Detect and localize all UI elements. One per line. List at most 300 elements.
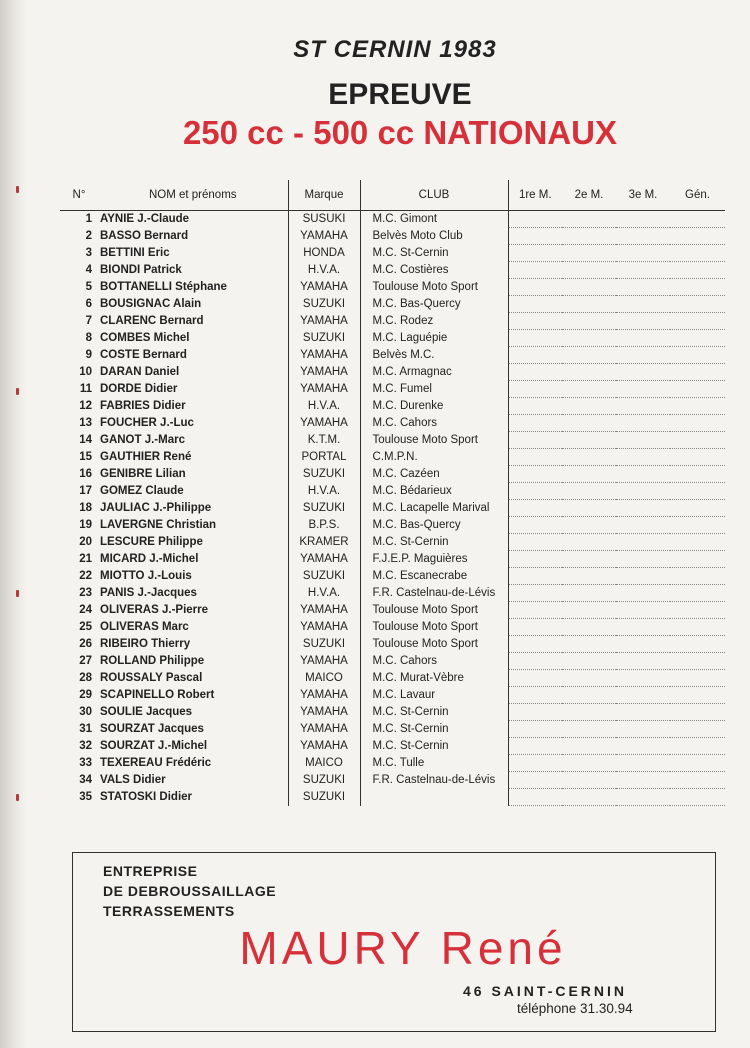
binding-stitch [16,590,19,597]
rider-brand: YAMAHA [288,364,360,381]
rider-brand: H.V.A. [288,262,360,279]
rider-number: 5 [85,281,92,293]
rider-number: 25 [79,621,92,633]
heat-1-score [508,347,562,364]
heat-2-score [562,517,616,534]
heat-2-score [562,789,616,806]
header-heat-2: 2e M. [562,180,616,211]
general-score [670,279,725,296]
rider-brand: SUZUKI [288,466,360,483]
rider-name: SOURZAT Jacques [100,723,204,735]
general-score [670,415,725,432]
rider-name: OLIVERAS J.-Pierre [100,604,209,616]
table-row [60,670,725,687]
heat-1-score [508,619,562,636]
rider-club: M.C. Tulle [360,755,508,772]
heat-2-score [562,262,616,279]
general-score [670,789,725,806]
heat-3-score [616,772,670,789]
heat-2-score [562,228,616,245]
rider-club: F.J.E.P. Maguières [360,551,508,568]
rider-brand: H.V.A. [288,483,360,500]
table-row [60,279,725,296]
table-row [60,347,725,364]
header-heat-3: 3e M. [616,180,670,211]
heat-2-score [562,551,616,568]
table-row [60,381,725,398]
general-score [670,670,725,687]
rider-name: BIONDI Patrick [100,264,182,276]
general-score [670,483,725,500]
rider-name: PANIS J.-Jacques [100,587,197,599]
heat-1-score [508,755,562,772]
rider-name: FOUCHER J.-Luc [100,417,194,429]
general-score [670,585,725,602]
rider-brand: SUZUKI [288,568,360,585]
heat-1-score [508,296,562,313]
table-row [60,772,725,789]
rider-name: SOURZAT J.-Michel [100,740,208,752]
rider-number: 21 [79,553,92,565]
general-score [670,466,725,483]
rider-name: TEXEREAU Frédéric [100,757,212,769]
heat-3-score [616,245,670,262]
header-brand: Marque [288,180,360,211]
general-score [670,704,725,721]
rider-name: AYNIE J.-Claude [100,213,190,226]
general-score [670,330,725,347]
table-row [60,755,725,772]
category-heading: 250 cc - 500 cc NATIONAUX [182,114,618,151]
rider-brand: SUZUKI [288,772,360,789]
rider-number: 35 [79,791,92,803]
table-row [60,534,725,551]
rider-name: LAVERGNE Christian [100,519,217,531]
rider-name: ROUSSALY Pascal [100,672,203,684]
rider-club: M.C. Fumel [360,381,508,398]
rider-number: 27 [79,655,92,667]
header-num: N° [60,180,98,211]
heat-1-score [508,738,562,755]
heat-2-score [562,585,616,602]
heat-1-score [508,279,562,296]
rider-club: M.C. St-Cernin [360,704,508,721]
heat-3-score [616,517,670,534]
heat-3-score [616,415,670,432]
rider-brand: YAMAHA [288,313,360,330]
heat-1-score [508,636,562,653]
table-row [60,432,725,449]
heat-1-score [508,483,562,500]
rider-number: 4 [85,264,92,276]
rider-club: M.C. Bédarieux [360,483,508,500]
rider-name: MIOTTO J.-Louis [100,570,192,582]
heat-3-score [616,228,670,245]
rider-brand: SUSUKI [288,211,360,228]
rider-name: DORDE Didier [100,383,178,395]
rider-brand: YAMAHA [288,704,360,721]
heat-3-score [616,279,670,296]
general-score [670,432,725,449]
general-score [670,755,725,772]
heat-1-score [508,517,562,534]
rider-number: 6 [85,298,92,310]
heat-1-score [508,653,562,670]
heat-3-score [616,262,670,279]
general-score [670,398,725,415]
general-score [670,228,725,245]
rider-club: M.C. Laguépie [360,330,508,347]
rider-club: M.C. Bas-Quercy [360,296,508,313]
heat-2-score [562,534,616,551]
table-row [60,262,725,279]
rider-club: Belvès Moto Club [360,228,508,245]
heat-3-score [616,721,670,738]
rider-number: 16 [79,468,92,480]
general-score [670,772,725,789]
rider-name: GOMEZ Claude [100,485,184,497]
general-score [670,687,725,704]
rider-name: ROLLAND Philippe [100,655,205,667]
rider-name: COSTE Bernard [100,349,187,361]
rider-name: GANOT J.-Marc [100,434,185,446]
rider-club: M.C. Cahors [360,415,508,432]
heat-2-score [562,755,616,772]
table-row [60,500,725,517]
general-score [670,636,725,653]
rider-brand: YAMAHA [288,738,360,755]
general-score [670,449,725,466]
heat-1-score [508,670,562,687]
heat-1-score [508,364,562,381]
table-row [60,211,725,228]
rider-club: M.C. Durenke [360,398,508,415]
rider-number: 15 [79,451,92,463]
rider-club: M.C. Armagnac [360,364,508,381]
table-row [60,687,725,704]
heat-2-score [562,432,616,449]
heat-3-score [616,568,670,585]
general-score [670,551,725,568]
ad-company-name: MAURY René [239,922,567,974]
rider-name: JAULIAC J.-Philippe [100,502,212,514]
rider-number: 17 [79,485,92,497]
rider-number: 12 [79,400,92,412]
rider-brand: MAICO [288,755,360,772]
rider-club: M.C. Rodez [360,313,508,330]
header-heat-1: 1re M. [508,180,562,211]
heat-2-score [562,296,616,313]
rider-number: 19 [79,519,92,531]
rider-club: M.C. Costières [360,262,508,279]
page-binding-edge [0,0,26,1048]
rider-brand: YAMAHA [288,653,360,670]
rider-club: Toulouse Moto Sport [360,602,508,619]
rider-brand: YAMAHA [288,347,360,364]
heat-3-score [616,551,670,568]
header-club: CLUB [360,180,508,211]
heat-1-score [508,432,562,449]
rider-name: MICARD J.-Michel [100,553,199,565]
rider-number: 3 [85,247,92,259]
heat-3-score [616,483,670,500]
rider-name: BOUSIGNAC Alain [100,298,202,310]
general-score [670,602,725,619]
rider-number: 34 [79,774,92,786]
rider-brand: MAICO [288,670,360,687]
rider-brand: SUZUKI [288,789,360,806]
rider-club: Toulouse Moto Sport [360,619,508,636]
rider-brand: YAMAHA [288,415,360,432]
heat-3-score [616,347,670,364]
heat-2-score [562,670,616,687]
general-score [670,619,725,636]
rider-number: 10 [79,366,92,378]
rider-name: FABRIES Didier [100,400,186,412]
heat-3-score [616,313,670,330]
rider-brand: SUZUKI [288,500,360,517]
table-row [60,296,725,313]
rider-name: OLIVERAS Marc [100,621,189,633]
general-score [670,245,725,262]
heat-2-score [562,687,616,704]
rider-name: STATOSKI Didier [100,791,193,803]
table-row [60,568,725,585]
rider-club: M.C. Lavaur [360,687,508,704]
rider-name: GAUTHIER René [100,451,192,463]
rider-brand: YAMAHA [288,687,360,704]
heat-1-score [508,721,562,738]
heat-2-score [562,466,616,483]
rider-number: 18 [79,502,92,514]
heat-2-score [562,704,616,721]
rider-brand: YAMAHA [288,279,360,296]
heat-2-score [562,313,616,330]
rider-number: 2 [85,230,92,242]
heat-2-score [562,211,616,228]
rider-brand: YAMAHA [288,381,360,398]
ad-line-2: DE DEBROUSSAILLAGE [103,883,277,899]
general-score [670,517,725,534]
heat-1-score [508,449,562,466]
heat-2-score [562,636,616,653]
heat-2-score [562,330,616,347]
heat-3-score [616,296,670,313]
rider-name: SCAPINELLO Robert [100,689,215,701]
heat-1-score [508,585,562,602]
table-row [60,330,725,347]
table-row [60,415,725,432]
heat-2-score [562,279,616,296]
heat-2-score [562,364,616,381]
heat-2-score [562,415,616,432]
rider-club: M.C. Bas-Quercy [360,517,508,534]
rider-club [360,789,508,806]
heat-1-score [508,500,562,517]
rider-club: M.C. St-Cernin [360,721,508,738]
heat-1-score [508,330,562,347]
rider-number: 22 [79,570,92,582]
table-row [60,619,725,636]
rider-brand: SUZUKI [288,296,360,313]
heat-1-score [508,687,562,704]
heat-3-score [616,687,670,704]
heat-2-score [562,738,616,755]
general-score [670,500,725,517]
heat-3-score [616,381,670,398]
heat-1-score [508,466,562,483]
heat-2-score [562,653,616,670]
rider-number: 28 [79,672,92,684]
general-score [670,262,725,279]
rider-number: 24 [79,604,92,616]
binding-stitch [16,186,19,193]
heat-3-score [616,636,670,653]
table-row [60,653,725,670]
general-score [670,381,725,398]
header-name: NOM et prénoms [98,180,288,211]
heat-3-score [616,449,670,466]
rider-number: 31 [79,723,92,735]
general-score [670,721,725,738]
rider-number: 1 [85,213,92,226]
table-row [60,313,725,330]
general-score [670,568,725,585]
heat-2-score [562,449,616,466]
rider-name: DARAN Daniel [100,366,180,378]
rider-club: Toulouse Moto Sport [360,279,508,296]
rider-club: M.C. Cahors [360,653,508,670]
heat-1-score [508,568,562,585]
heat-3-score [616,398,670,415]
table-row [60,483,725,500]
results-table [60,180,725,806]
heat-1-score [508,789,562,806]
heat-1-score [508,381,562,398]
rider-club: F.R. Castelnau-de-Lévis [360,772,508,789]
rider-number: 8 [85,332,92,344]
advertisement [72,852,716,1032]
table-row [60,551,725,568]
table-row [60,636,725,653]
rider-club: C.M.P.N. [360,449,508,466]
rider-brand: YAMAHA [288,619,360,636]
heat-3-score [616,330,670,347]
ad-address: 46 SAINT-CERNIN [463,983,628,999]
rider-name: BOTTANELLI Stéphane [100,281,227,293]
heat-2-score [562,772,616,789]
rider-number: 30 [79,706,92,718]
rider-brand: B.P.S. [288,517,360,534]
table-body [60,211,725,806]
rider-name: BETTINI Eric [100,247,170,259]
general-score [670,313,725,330]
rider-number: 11 [79,383,92,395]
heat-2-score [562,721,616,738]
rider-club: M.C. St-Cernin [360,245,508,262]
heat-3-score [616,670,670,687]
heat-3-score [616,211,670,228]
table-row [60,228,725,245]
heat-2-score [562,245,616,262]
rider-name: GENIBRE Lilian [100,468,186,480]
heat-2-score [562,619,616,636]
rider-brand: HONDA [288,245,360,262]
table-row [60,517,725,534]
ad-line-3: TERRASSEMENTS [103,903,235,919]
heat-2-score [562,602,616,619]
heat-3-score [616,619,670,636]
table-row [60,449,725,466]
rider-brand: H.V.A. [288,398,360,415]
rider-club: Toulouse Moto Sport [360,636,508,653]
rider-club: M.C. Cazéen [360,466,508,483]
general-score [670,296,725,313]
heat-1-score [508,772,562,789]
table-row [60,738,725,755]
general-score [670,364,725,381]
rider-number: 32 [79,740,92,752]
rider-name: COMBES Michel [100,332,190,344]
heat-3-score [616,432,670,449]
rider-brand: KRAMER [288,534,360,551]
general-score [670,738,725,755]
heat-3-score [616,500,670,517]
heat-3-score [616,534,670,551]
rider-brand: SUZUKI [288,330,360,347]
heat-1-score [508,534,562,551]
rider-number: 9 [85,349,92,361]
heat-3-score [616,585,670,602]
general-score [670,347,725,364]
heat-2-score [562,347,616,364]
heat-1-score [508,602,562,619]
rider-name: RIBEIRO Thierry [100,638,191,650]
heat-1-score [508,415,562,432]
event-title: ST CERNIN 1983 [293,36,497,63]
heat-3-score [616,602,670,619]
rider-club: Toulouse Moto Sport [360,432,508,449]
heat-2-score [562,398,616,415]
heat-3-score [616,364,670,381]
heat-1-score [508,704,562,721]
rider-club: M.C. Escanecrabe [360,568,508,585]
table-row [60,245,725,262]
table-header-row [60,180,725,211]
rider-brand: YAMAHA [288,602,360,619]
rider-name: BASSO Bernard [100,230,189,242]
rider-brand: K.T.M. [288,432,360,449]
rider-club: M.C. St-Cernin [360,534,508,551]
heat-2-score [562,483,616,500]
table-row [60,398,725,415]
rider-name: SOULIE Jacques [100,706,193,718]
rider-club: M.C. St-Cernin [360,738,508,755]
binding-stitch [16,794,19,801]
rider-number: 23 [79,587,92,599]
heat-1-score [508,245,562,262]
table-row [60,602,725,619]
rider-club: Belvès M.C. [360,347,508,364]
rider-brand: YAMAHA [288,228,360,245]
rider-club: F.R. Castelnau-de-Lévis [360,585,508,602]
heat-2-score [562,381,616,398]
rider-number: 20 [79,536,92,548]
rider-number: 33 [79,757,92,769]
heat-2-score [562,500,616,517]
table-row [60,789,725,806]
heat-3-score [616,704,670,721]
